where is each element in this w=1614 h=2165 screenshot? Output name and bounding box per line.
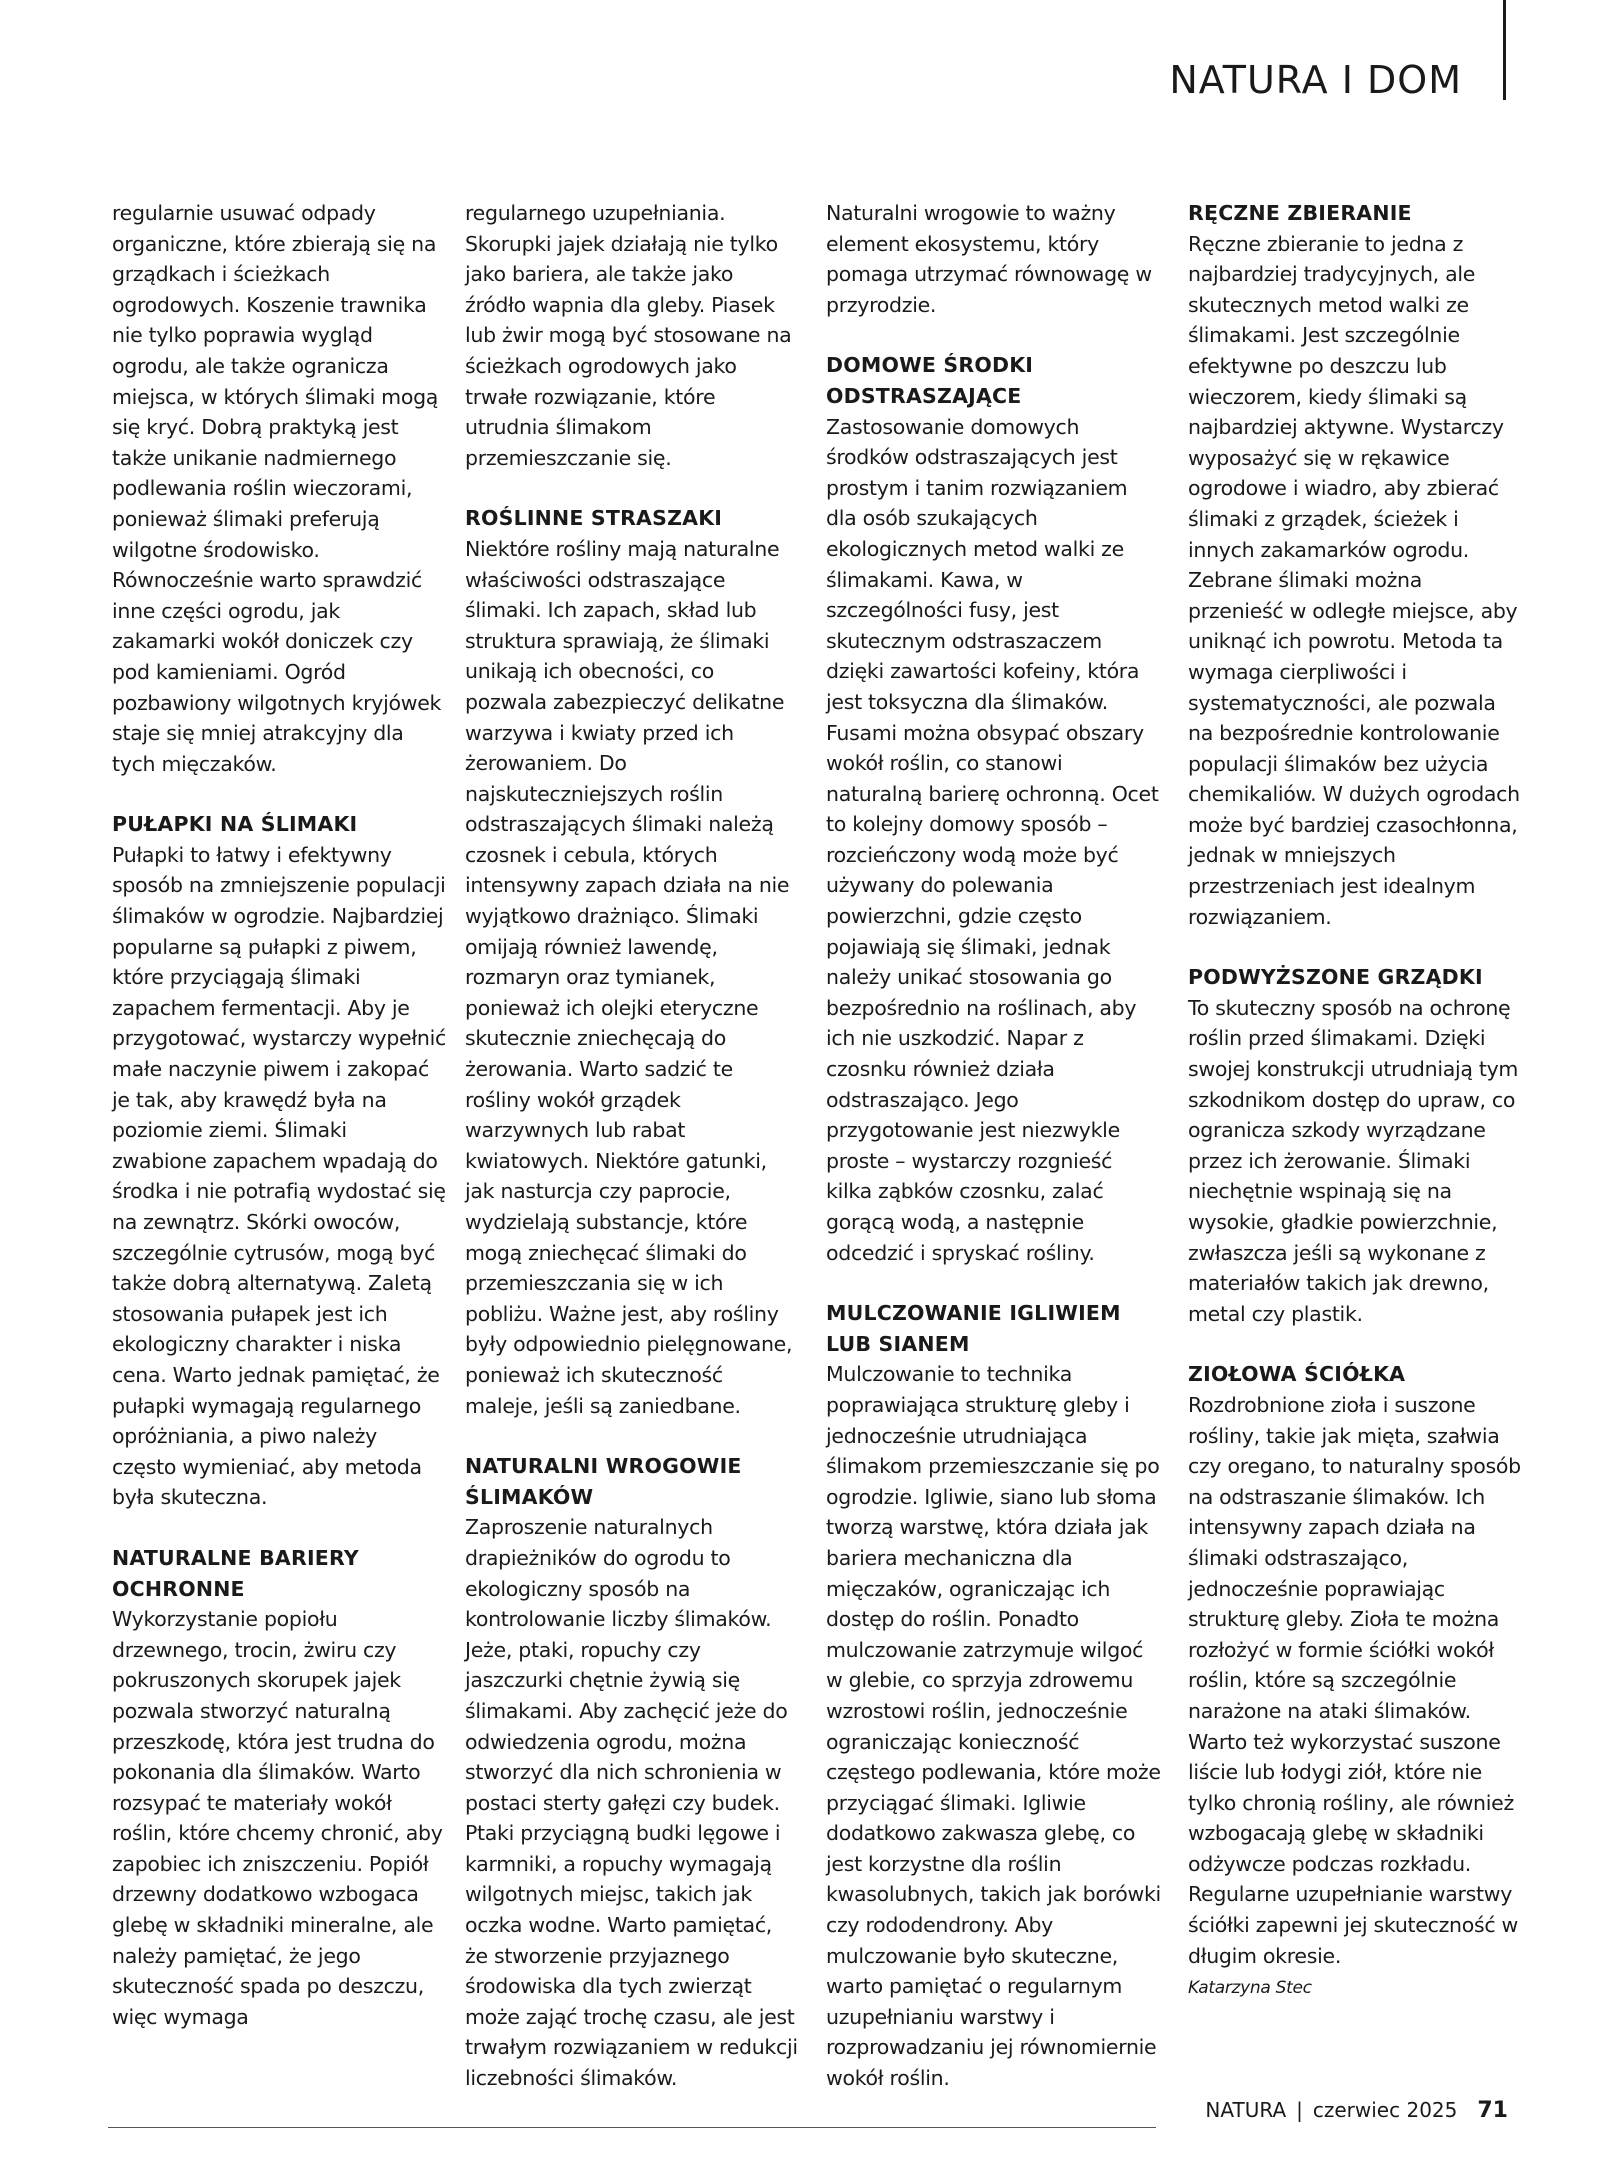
section-heading: NATURALNE BARIERY OCHRONNE (112, 1545, 359, 1601)
paragraph: regularnie usuwać odpady organiczne, które zbierają się na grządkach i ścieżkach ogrodowych. Koszenie trawnika nie tylko poprawia wygląd ogrodu, ale także ogranicza miejsca, w których ślimaki mogą się kryć. Dobrą praktyką jest także unikanie nadmiernego podlewania roślin wieczorami, ponieważ ślimaki preferują wilgotne środowisko. Równocześnie warto sprawdzić inne części ogrodu, jak zakamarki wokół doniczek czy pod kamieniami. Ogród pozbawiony wilgotnych kryjówek staje się mniej atrakcyjny dla tych mięczaków. (112, 201, 442, 776)
section-heading: RĘCZNE ZBIERANIE (1188, 201, 1412, 225)
paragraph: Zastosowanie domowych środków odstraszających jest prostym i tanim rozwiązaniem dla osób szukających ekologicznych metod walki ze ślimakami. Kawa, w szczególności fusy, jest skutecznym odstraszaczem dzięki zawartości kofeiny, która jest toksyczna dla ślimaków. Fusami można obsypać obszary wokół roślin, co stanowi naturalną barierę ochronną. Ocet to kolejny domowy sposób – rozcieńczony wodą może być używany do polewania powierzchni, gdzie często pojawiają się ślimaki, jednak należy unikać stosowania go bezpośrednio na roślinach, aby ich nie uszkodzić. Napar z czosnku również działa odstraszająco. Jego przygotowanie jest niezwykle proste – wystarczy rozgnieść kilka ząbków czosnku, zalać gorącą wodą, a następnie odcedzić i spryskać rośliny. (826, 414, 1159, 1265)
section-heading: DOMOWE ŚRODKI ODSTRASZAJĄCE (826, 353, 1034, 408)
footer-rule (108, 2127, 1156, 2128)
section-heading: NATURALNI WROGOWIE ŚLIMAKÓW (465, 1454, 742, 1509)
paragraph: Mulczowanie to technika poprawiająca strukturę gleby i jednocześnie utrudniająca ślimakom przemieszczanie się po ogrodzie. Igliwie, siano lub słoma tworzą warstwę, która działa jak bariera mechaniczna dla mięczaków, ograniczając ich dostęp do roślin. Ponadto mulczowanie zatrzymuje wilgoć w glebie, co sprzyja zdrowemu wzrostowi roślin, jednocześnie ograniczając konieczność częstego podlewania, które może przyciągać ślimaki. Igliwie dodatkowo zakwasza glebę, co jest korzystne dla roślin kwasolubnych, takich jak borówki czy rododendrony. Aby mulczowanie było skuteczne, warto pamiętać o regularnym uzupełnianiu warstwy i rozprowadzaniu jej równomiernie wokół roślin. (826, 1362, 1161, 2091)
column-4 (1188, 198, 1523, 2001)
section-title: NATURA I DOM (1169, 58, 1462, 102)
section-heading: MULCZOWANIE IGLIWIEM LUB SIANEM (826, 1301, 1121, 1356)
section-heading: ROŚLINNE STRASZAKI (465, 506, 723, 531)
paragraph: Naturalni wrogowie to ważny element ekosystemu, który pomaga utrzymać równowagę w przyrodzie. (826, 201, 1152, 317)
column-3 (826, 198, 1161, 2094)
paragraph: Zaproszenie naturalnych drapieżników do ogrodu to ekologiczny sposób na kontrolowanie liczby ślimaków. Jeże, ptaki, ropuchy czy jaszczurki chętnie żywią się ślimakami. Aby zachęcić jeże do odwiedzenia ogrodu, można stworzyć dla nich schronienia w postaci sterty gałęzi czy budek. Ptaki przyciągną budki lęgowe i karmniki, a ropuchy wymagają wilgotnych miejsc, takich jak oczka wodne. Warto pamiętać, że stworzenie przyjaznego środowiska dla tych zwierząt może zająć trochę czasu, ale jest trwałym rozwiązaniem w redukcji liczebności ślimaków. (465, 1515, 798, 2091)
paragraph: Niektóre rośliny mają naturalne właściwości odstraszające ślimaki. Ich zapach, skład lub struktura sprawiają, że ślimaki unikają ich obecności, co pozwala zabezpieczyć delikatne warzywa i kwiaty przed ich żerowaniem. Do najskuteczniejszych roślin odstraszających ślimaki należą czosnek i cebula, których intensywny zapach działa na nie wyjątkowo drażniąco. Ślimaki omijają również lawendę, rozmaryn oraz tymianek, ponieważ ich olejki eteryczne skutecznie zniechęcają do żerowania. Warto sadzić te rośliny wokół grządek warzywnych lub rabat kwiatowych. Niektóre gatunki, jak nasturcja czy paprocie, wydzielają substancje, które mogą zniechęcać ślimaki do przemieszczania się w ich pobliżu. Ważne jest, aby rośliny były odpowiednio pielęgnowane, ponieważ ich skuteczność maleje, jeśli są zaniedbane. (465, 536, 793, 1418)
paragraph: To skuteczny sposób na ochronę roślin przed ślimakami. Dzięki swojej konstrukcji utrudniają tym szkodnikom dostęp do upraw, co ogranicza szkody wyrządzane przez ich żerowanie. Ślimaki niechętnie wspinają się na wysokie, gładkie powierzchnie, zwłaszcza jeśli są wykonane z materiałów takich jak drewno, metal czy plastik. (1188, 995, 1519, 1326)
paragraph: Pułapki to łatwy i efektywny sposób na zmniejszenie populacji ślimaków w ogrodzie. Najbardziej popularne są pułapki z piwem, które przyciągają ślimaki zapachem fermentacji. Aby je przygotować, wystarczy wypełnić małe naczynie piwem i zakopać je tak, aby krawędź była na poziomie ziemi. Ślimaki zwabione zapachem wpadają do środka i nie potrafią wydostać się na zewnątrz. Skórki owoców, szczególnie cytrusów, mogą być także dobrą alternatywą. Zaletą stosowania pułapek jest ich ekologiczny charakter i niska cena. Warto jednak pamiętać, że pułapki wymagają regularnego opróżniania, a piwo należy często wymieniać, aby metoda była skuteczna. (112, 842, 446, 1510)
page-number: 71 (1477, 2098, 1508, 2123)
page-footer (1205, 2098, 1508, 2123)
section-heading: PUŁAPKI NA ŚLIMAKI (112, 812, 358, 837)
magazine-name: NATURA (1205, 2098, 1287, 2122)
footer-separator: | (1296, 2098, 1303, 2122)
author-byline: Katarzyna Stec (1188, 1978, 1312, 1999)
paragraph: Ręczne zbieranie to jedna z najbardziej tradycyjnych, ale skutecznych metod walki ze ślimakami. Jest szczególnie efektywne po deszczu lub wieczorem, kiedy ślimaki są najbardziej aktywne. Wystarczy wyposażyć się w rękawice ogrodowe i wiadro, aby zbierać ślimaki z grządek, ścieżek i innych zakamarków ogrodu. Zebrane ślimaki można przenieść w odległe miejsce, aby uniknąć ich powrotu. Metoda ta wymaga cierpliwości i systematyczności, ale pozwala na bezpośrednie kontrolowanie populacji ślimaków bez użycia chemikaliów. W dużych ogrodach może być bardziej czasochłonna, jednak w mniejszych przestrzeniach jest idealnym rozwiązaniem. (1188, 231, 1520, 929)
column-1 (112, 198, 447, 2032)
paragraph: regularnego uzupełniania. Skorupki jajek działają nie tylko jako bariera, ale także jako źródło wapnia dla gleby. Piasek lub żwir mogą być stosowane na ścieżkach ogrodowych jako trwałe rozwiązanie, które utrudnia ślimakom przemieszczanie się. (465, 201, 792, 470)
section-heading: PODWYŻSZONE GRZĄDKI (1188, 965, 1483, 990)
paragraph: Rozdrobnione zioła i suszone rośliny, takie jak mięta, szałwia czy oregano, to naturalny sposób na odstraszanie ślimaków. Ich intensywny zapach działa na ślimaki odstraszająco, jednocześnie poprawiając strukturę gleby. Zioła te można rozłożyć w formie ściółki wokół roślin, które są szczególnie narażone na ataki ślimaków. Warto też wykorzystać suszone liście lub łodygi ziół, które nie tylko chronią rośliny, ale również wzbogacają glebę w składniki odżywcze podczas rozkładu. Regularne uzupełnianie warstwy ściółki zapewni jej skuteczność w długim okresie. (1188, 1392, 1521, 1968)
header-divider (1503, 0, 1506, 100)
column-2 (465, 198, 800, 2094)
paragraph: Wykorzystanie popiołu drzewnego, trocin, żwiru czy pokruszonych skorupek jajek pozwala stworzyć naturalną przeszkodę, która jest trudna do pokonania dla ślimaków. Warto rozsypać te materiały wokół roślin, które chcemy chronić, aby zapobiec ich zniszczeniu. Popiół drzewny dodatkowo wzbogaca glebę w składniki mineralne, ale należy pamiętać, że jego skuteczność spada po deszczu, więc wymaga (112, 1607, 443, 2029)
issue-date: czerwiec 2025 (1312, 2098, 1458, 2122)
section-heading: ZIOŁOWA ŚCIÓŁKA (1188, 1362, 1406, 1387)
